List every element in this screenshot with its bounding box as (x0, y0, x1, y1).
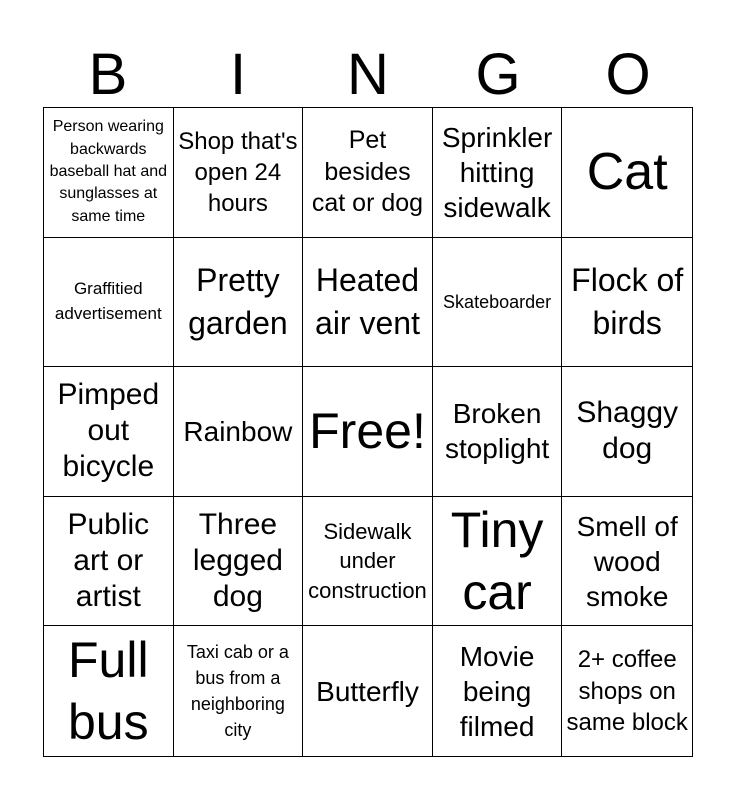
bingo-cell[interactable]: Pet besides cat or dog (303, 108, 433, 238)
bingo-cell[interactable]: Rainbow (174, 367, 304, 497)
bingo-cell[interactable]: Cat (562, 108, 692, 238)
bingo-cell[interactable]: Skateboarder (433, 238, 563, 368)
free-space-cell[interactable]: Free! (303, 367, 433, 497)
bingo-cell[interactable]: Public art or artist (44, 497, 174, 627)
bingo-cell[interactable]: Pimped out bicycle (44, 367, 174, 497)
bingo-cell[interactable]: Shop that's open 24 hours (174, 108, 304, 238)
bingo-cell[interactable]: Sidewalk under construction (303, 497, 433, 627)
header-letter-o: O (605, 42, 651, 107)
bingo-cell[interactable]: Three legged dog (174, 497, 304, 627)
bingo-cell[interactable]: Graffitied advertisement (44, 238, 174, 368)
header-letter-i: I (229, 42, 247, 107)
bingo-card-grid (43, 107, 693, 757)
bingo-cell[interactable]: 2+ coffee shops on same block (566, 646, 688, 736)
header-letter-g: G (475, 42, 521, 107)
bingo-cell[interactable]: Pretty garden (174, 238, 304, 368)
header-letter-b: B (88, 42, 128, 107)
bingo-cell[interactable]: Flock of birds (562, 238, 692, 368)
bingo-cell[interactable]: Smell of wood smoke (562, 497, 692, 627)
header-letter-n: N (347, 42, 389, 107)
bingo-cell[interactable]: Movie being filmed (433, 626, 563, 756)
bingo-cell[interactable]: Heated air vent (303, 238, 433, 368)
bingo-cell[interactable]: Butterfly (303, 626, 433, 756)
bingo-header (43, 44, 693, 106)
bingo-cell[interactable]: Full bus (44, 626, 174, 756)
bingo-cell[interactable]: Shaggy dog (562, 367, 692, 497)
bingo-cell[interactable]: Taxi cab or a bus from a neighboring city (174, 626, 304, 756)
bingo-cell[interactable]: Sprinkler hitting sidewalk (433, 108, 563, 238)
bingo-cell[interactable]: Tiny car (433, 497, 563, 627)
bingo-cell[interactable]: Person wearing backwards baseball hat and sunglasses at same time (44, 108, 174, 238)
bingo-cell[interactable]: Broken stoplight (433, 367, 563, 497)
